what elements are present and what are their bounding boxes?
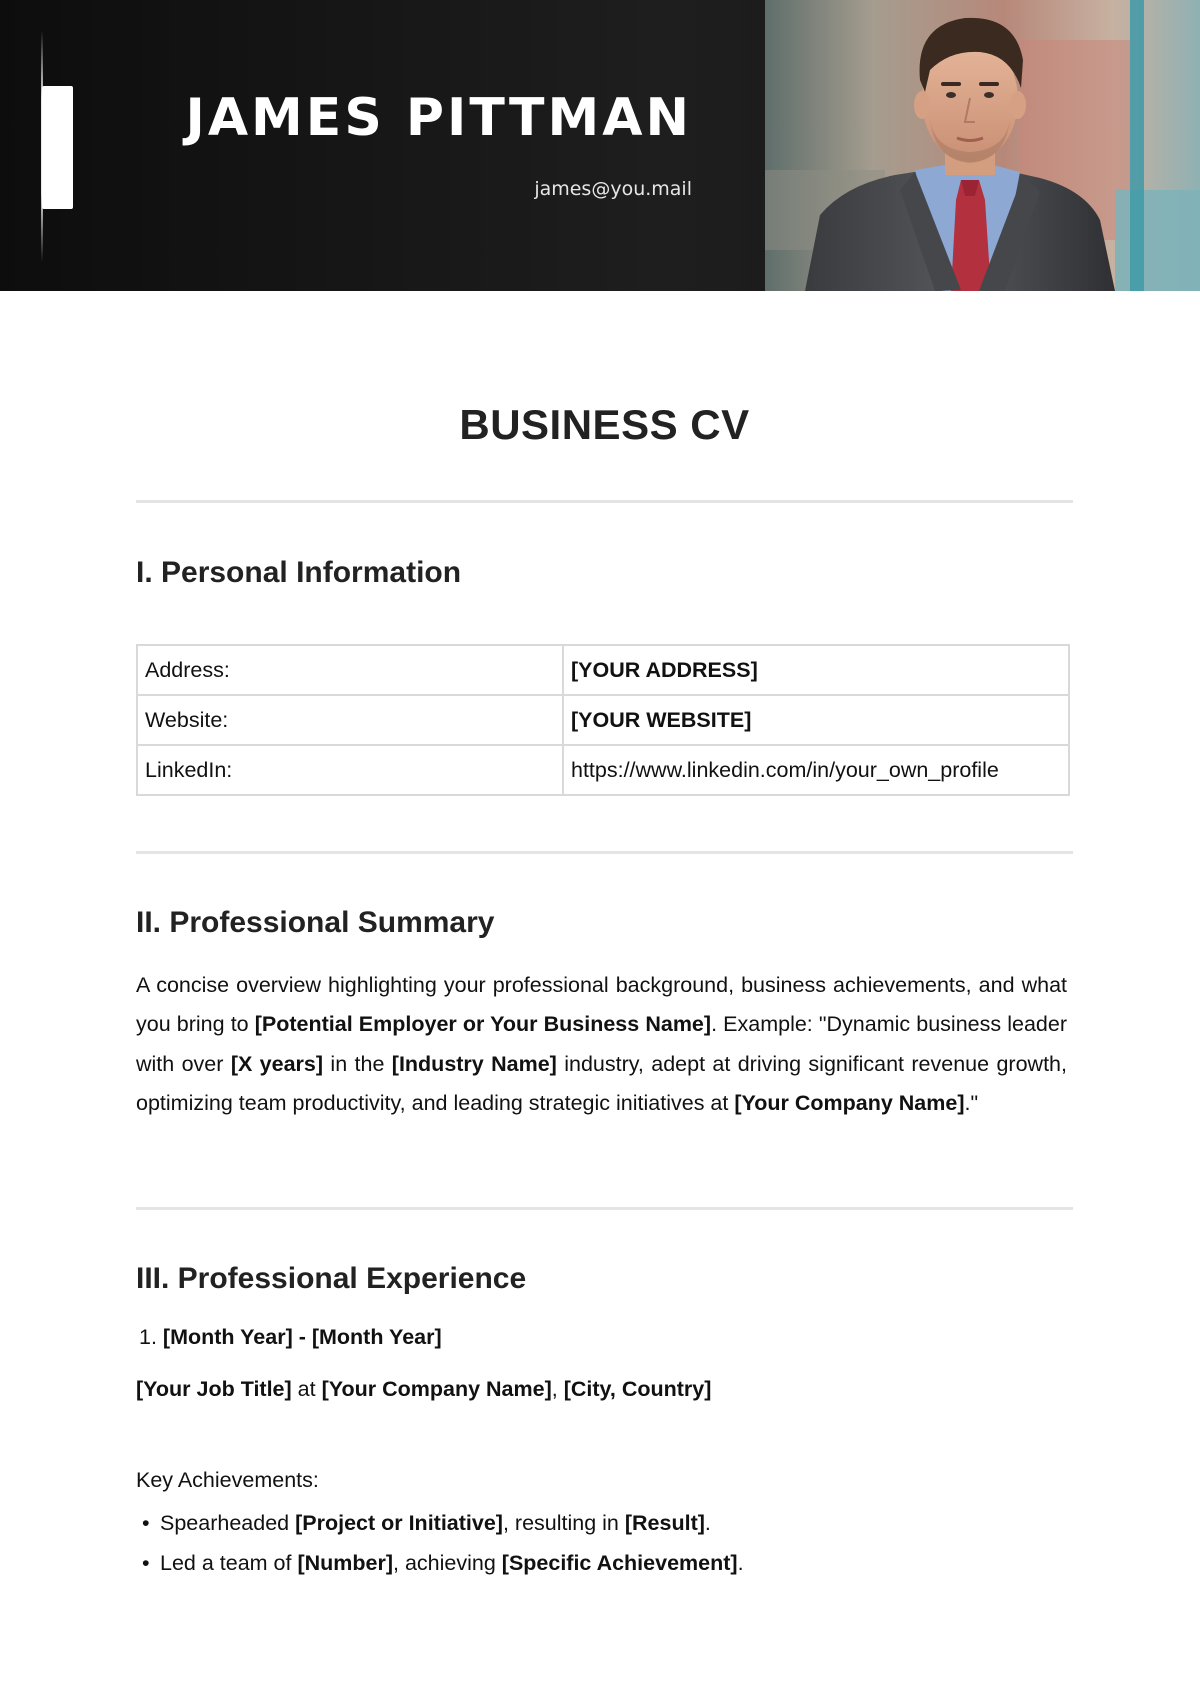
professional-summary-paragraph [136, 966, 1067, 1124]
table-cell-label: Address: [137, 645, 563, 695]
bullet-icon: • [142, 1511, 150, 1535]
achievement-text: , achieving [393, 1550, 502, 1575]
summary-placeholder-industry: [Industry Name] [391, 1051, 557, 1076]
table-row [137, 745, 1069, 795]
experience-job-title: [Your Job Title] [136, 1377, 292, 1401]
achievement-placeholder: [Number] [297, 1550, 394, 1575]
linkedin-link[interactable]: https://www.linkedin.com/in/your_own_profile [563, 745, 1069, 795]
profile-photo [765, 0, 1200, 291]
achievement-text: , resulting in [502, 1511, 625, 1535]
table-cell-value: [YOUR ADDRESS] [563, 645, 1069, 695]
section-heading-professional-summary: II. Professional Summary [136, 906, 495, 939]
achievement-placeholder: [Result] [624, 1511, 705, 1535]
experience-company: [Your Company Name] [321, 1377, 552, 1401]
candidate-name: JAMES PITTMAN [185, 88, 692, 148]
summary-placeholder-years: [X years] [230, 1051, 324, 1076]
divider-personal-information [136, 851, 1073, 854]
experience-dates: [Month Year] - [Month Year] [162, 1325, 442, 1349]
summary-text: industry, adept at driving significant revenue growth, optimizing team productivity, and leading strategic initiatives at [136, 1051, 1067, 1116]
header-banner [0, 0, 1200, 291]
experience-at: at [291, 1377, 322, 1401]
candidate-email: james@you.mail [534, 178, 692, 200]
achievement-text: . [737, 1550, 744, 1575]
section-heading-personal-information: I. Personal Information [136, 556, 462, 589]
list-item [136, 1546, 744, 1586]
list-item [136, 1506, 744, 1546]
table-cell-label: Website: [137, 695, 563, 745]
summary-text: . Example: "Dynamic business leader with over [136, 1012, 1067, 1076]
achievement-placeholder: [Specific Achievement] [501, 1550, 738, 1575]
divider-title [136, 500, 1073, 503]
personal-information-table [136, 644, 1070, 796]
document-title: BUSINESS CV [459, 401, 750, 448]
achievement-text: . [704, 1511, 711, 1535]
summary-placeholder-employer: [Potential Employer or Your Business Name] [254, 1012, 712, 1037]
experience-date-range [139, 1325, 442, 1350]
summary-text: ." [964, 1091, 979, 1116]
table-row [137, 695, 1069, 745]
table-cell-value: [YOUR WEBSITE] [563, 695, 1069, 745]
summary-placeholder-company: [Your Company Name] [734, 1091, 965, 1116]
experience-number: 1. [139, 1325, 157, 1349]
section-heading-professional-experience: III. Professional Experience [136, 1262, 527, 1295]
achievement-text: Spearheaded [160, 1511, 296, 1535]
table-row [137, 645, 1069, 695]
summary-text: in the [323, 1051, 392, 1076]
summary-text: A concise overview highlighting your professional background, business achievements, and what you bring to [136, 973, 1067, 1037]
achievements-label: Key Achievements: [136, 1468, 319, 1492]
experience-comma: , [551, 1377, 564, 1401]
experience-role [136, 1377, 711, 1402]
achievements-list [136, 1506, 744, 1585]
bullet-icon: • [142, 1550, 150, 1575]
achievement-text: Led a team of [160, 1550, 298, 1575]
table-cell-label: LinkedIn: [137, 745, 563, 795]
divider-professional-summary [136, 1207, 1073, 1210]
experience-location: [City, Country] [563, 1377, 712, 1401]
header-accent-bar [42, 86, 73, 209]
achievement-placeholder: [Project or Initiative] [295, 1511, 503, 1535]
